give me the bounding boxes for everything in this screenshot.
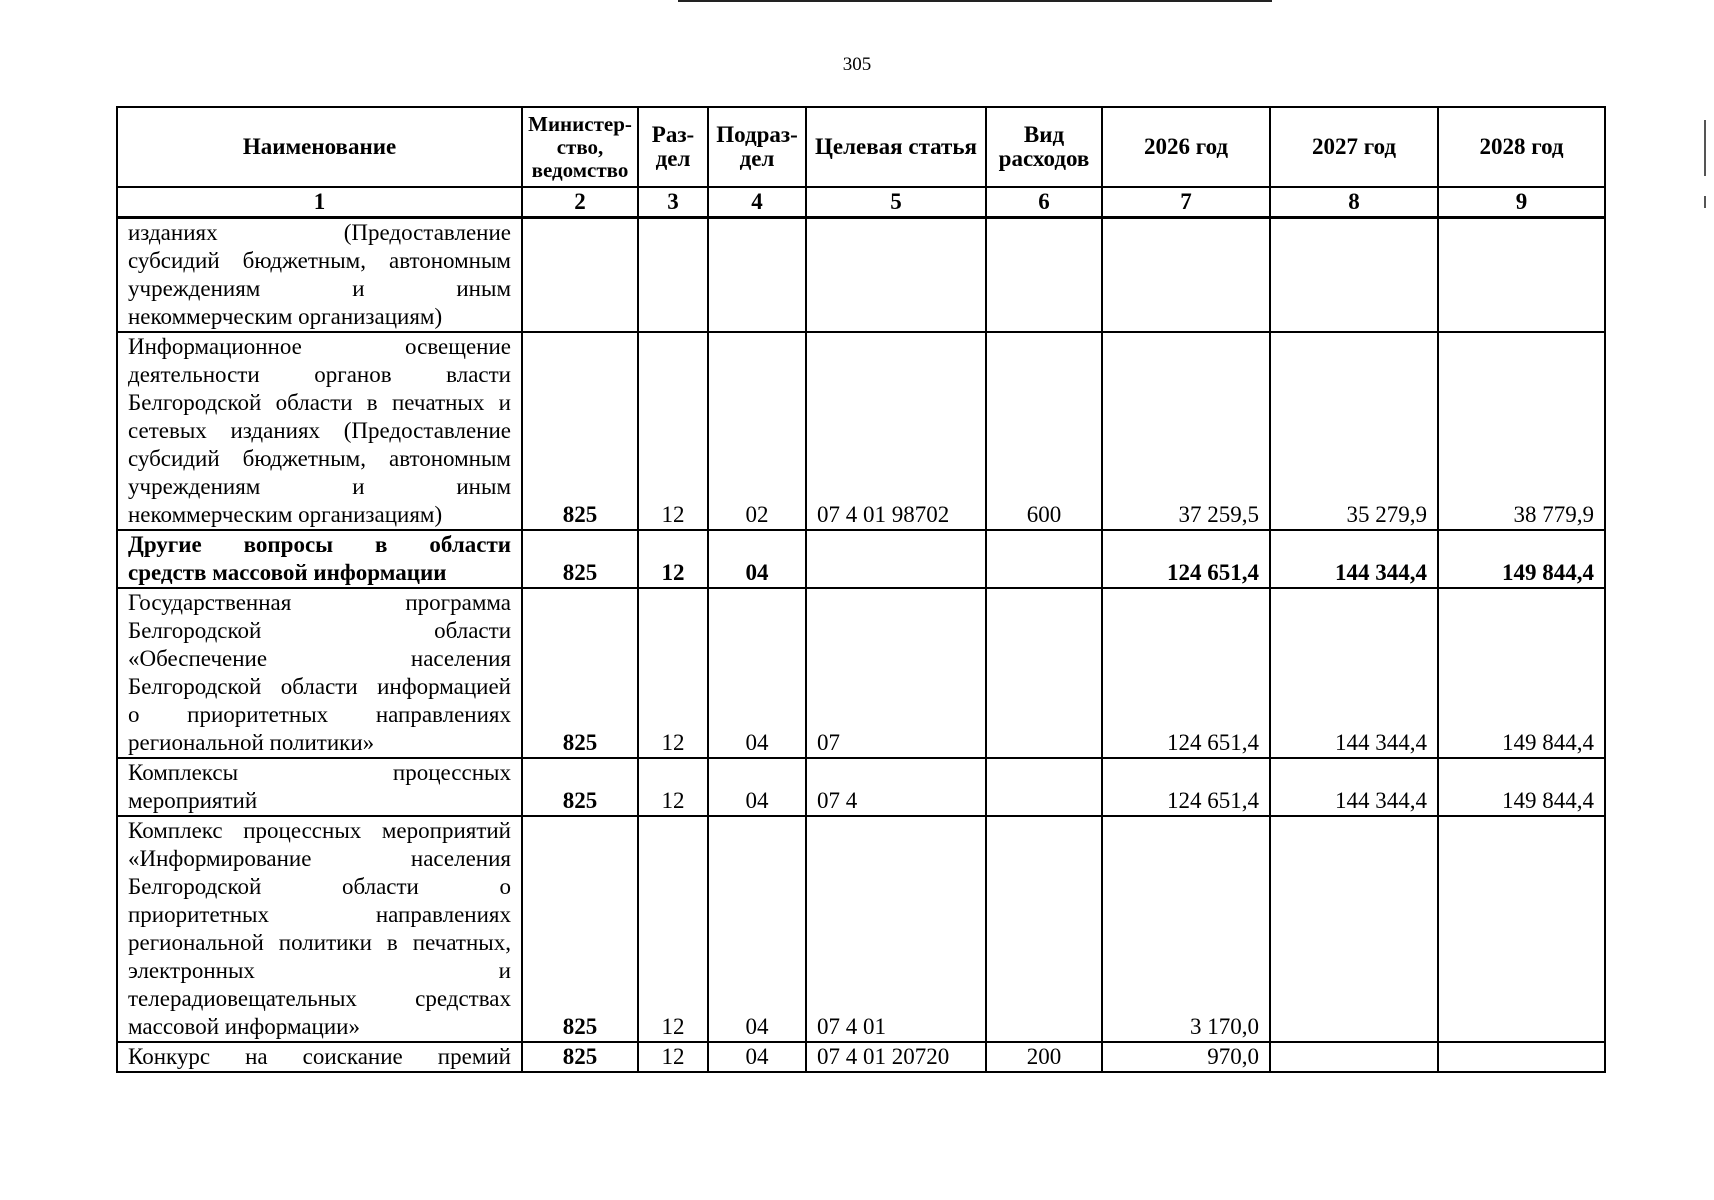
name-line: некоммерческим организациям) bbox=[128, 502, 443, 527]
expense-type-cell bbox=[986, 218, 1102, 333]
header-row bbox=[117, 107, 1605, 187]
name-line: учреждениям и иным bbox=[128, 474, 511, 499]
target-cell: 07 4 01 98702 bbox=[806, 332, 986, 530]
name-line: Белгородской области информацией bbox=[128, 674, 511, 699]
section-cell: 12 bbox=[638, 530, 708, 588]
header-ministry-text: Министер-ство, ведомство bbox=[528, 111, 632, 182]
row-name bbox=[117, 332, 522, 530]
name-line: о приоритетных направлениях bbox=[128, 702, 511, 727]
target-cell: 07 4 01 bbox=[806, 816, 986, 1042]
budget-table bbox=[116, 106, 1606, 1073]
ministry-cell: 825 bbox=[522, 816, 638, 1042]
target-cell bbox=[806, 530, 986, 588]
column-number: 9 bbox=[1438, 187, 1605, 218]
name-line: изданиях (Предоставление bbox=[128, 220, 511, 245]
table-row bbox=[117, 332, 1605, 530]
name-line: Информационное освещение bbox=[128, 334, 511, 359]
amount-2027: 35 279,9 bbox=[1270, 332, 1438, 530]
top-rule bbox=[678, 0, 1272, 2]
ministry-cell: 825 bbox=[522, 332, 638, 530]
subsection-cell: 02 bbox=[708, 332, 806, 530]
amount-2026: 124 651,4 bbox=[1102, 588, 1270, 758]
section-cell: 12 bbox=[638, 816, 708, 1042]
expense-type-cell bbox=[986, 816, 1102, 1042]
target-cell: 07 4 01 20720 bbox=[806, 1042, 986, 1072]
header-subsection: Подраз-дел bbox=[708, 107, 806, 187]
expense-type-cell bbox=[986, 588, 1102, 758]
subsection-cell bbox=[708, 218, 806, 333]
target-cell bbox=[806, 218, 986, 333]
header-target: Целевая статья bbox=[806, 107, 986, 187]
name-line: телерадиовещательных средствах bbox=[128, 986, 511, 1011]
amount-2028: 149 844,4 bbox=[1438, 588, 1605, 758]
name-line: субсидий бюджетным, автономным bbox=[128, 446, 511, 471]
amount-2027: 144 344,4 bbox=[1270, 588, 1438, 758]
row-name bbox=[117, 588, 522, 758]
header-name: Наименование bbox=[117, 107, 522, 187]
name-line: приоритетных направлениях bbox=[128, 902, 511, 927]
amount-2026: 3 170,0 bbox=[1102, 816, 1270, 1042]
column-number: 3 bbox=[638, 187, 708, 218]
amount-2027: 144 344,4 bbox=[1270, 530, 1438, 588]
amount-2028: 149 844,4 bbox=[1438, 530, 1605, 588]
subsection-cell: 04 bbox=[708, 816, 806, 1042]
name-line: учреждениям и иным bbox=[128, 276, 511, 301]
name-line: Комплекс процессных мероприятий bbox=[128, 818, 511, 843]
target-cell: 07 4 bbox=[806, 758, 986, 816]
row-name bbox=[117, 218, 522, 333]
column-number: 1 bbox=[117, 187, 522, 218]
subsection-cell: 04 bbox=[708, 530, 806, 588]
amount-2027 bbox=[1270, 218, 1438, 333]
amount-2026: 970,0 bbox=[1102, 1042, 1270, 1072]
amount-2026: 37 259,5 bbox=[1102, 332, 1270, 530]
name-line: «Информирование населения bbox=[128, 846, 511, 871]
ministry-cell: 825 bbox=[522, 588, 638, 758]
subsection-cell: 04 bbox=[708, 1042, 806, 1072]
name-line: мероприятий bbox=[128, 788, 258, 813]
name-line: Белгородской области bbox=[128, 618, 511, 643]
amount-2026: 124 651,4 bbox=[1102, 758, 1270, 816]
name-line: сетевых изданиях (Предоставление bbox=[128, 418, 511, 443]
header-2026: 2026 год bbox=[1102, 107, 1270, 187]
amount-2028: 149 844,4 bbox=[1438, 758, 1605, 816]
name-line: Конкурс на соискание премий bbox=[128, 1044, 511, 1069]
table-row bbox=[117, 218, 1605, 333]
page-number: 305 bbox=[842, 54, 872, 75]
row-name bbox=[117, 816, 522, 1042]
header-ministry bbox=[522, 107, 638, 187]
column-number-row bbox=[117, 187, 1605, 218]
subsection-cell: 04 bbox=[708, 588, 806, 758]
margin-mark bbox=[1704, 196, 1706, 208]
name-line: региональной политики в печатных, bbox=[128, 930, 511, 955]
name-line: деятельности органов власти bbox=[128, 362, 511, 387]
amount-2028 bbox=[1438, 218, 1605, 333]
amount-2027 bbox=[1270, 1042, 1438, 1072]
name-line: массовой информации» bbox=[128, 1014, 360, 1039]
table-row bbox=[117, 758, 1605, 816]
name-line: Государственная программа bbox=[128, 590, 511, 615]
header-2028: 2028 год bbox=[1438, 107, 1605, 187]
table-row bbox=[117, 530, 1605, 588]
amount-2028 bbox=[1438, 1042, 1605, 1072]
name-line: «Обеспечение населения bbox=[128, 646, 511, 671]
expense-type-cell: 200 bbox=[986, 1042, 1102, 1072]
header-2027: 2027 год bbox=[1270, 107, 1438, 187]
name-line: Белгородской области о bbox=[128, 874, 511, 899]
amount-2027: 144 344,4 bbox=[1270, 758, 1438, 816]
name-line: Белгородской области в печатных и bbox=[128, 390, 511, 415]
ministry-cell bbox=[522, 218, 638, 333]
header-section: Раз-дел bbox=[638, 107, 708, 187]
amount-2028 bbox=[1438, 816, 1605, 1042]
ministry-cell: 825 bbox=[522, 758, 638, 816]
name-line: электронных и bbox=[128, 958, 511, 983]
row-name bbox=[117, 1042, 522, 1072]
target-cell: 07 bbox=[806, 588, 986, 758]
name-line: средств массовой информации bbox=[128, 560, 447, 585]
table-row bbox=[117, 1042, 1605, 1072]
header-expense-type: Вид расходов bbox=[986, 107, 1102, 187]
table-row bbox=[117, 816, 1605, 1042]
column-number: 7 bbox=[1102, 187, 1270, 218]
section-cell: 12 bbox=[638, 758, 708, 816]
section-cell: 12 bbox=[638, 1042, 708, 1072]
name-line: субсидий бюджетным, автономным bbox=[128, 248, 511, 273]
ministry-cell: 825 bbox=[522, 530, 638, 588]
name-line: некоммерческим организациям) bbox=[128, 304, 443, 329]
name-line: региональной политики» bbox=[128, 730, 375, 755]
section-cell bbox=[638, 218, 708, 333]
expense-type-cell bbox=[986, 530, 1102, 588]
margin-mark bbox=[1704, 120, 1706, 176]
amount-2026 bbox=[1102, 218, 1270, 333]
expense-type-cell bbox=[986, 758, 1102, 816]
table-row bbox=[117, 588, 1605, 758]
name-line: Другие вопросы в области bbox=[128, 532, 511, 557]
row-name bbox=[117, 758, 522, 816]
expense-type-cell: 600 bbox=[986, 332, 1102, 530]
section-cell: 12 bbox=[638, 588, 708, 758]
column-number: 8 bbox=[1270, 187, 1438, 218]
amount-2027 bbox=[1270, 816, 1438, 1042]
column-number: 5 bbox=[806, 187, 986, 218]
amount-2028: 38 779,9 bbox=[1438, 332, 1605, 530]
row-name bbox=[117, 530, 522, 588]
ministry-cell: 825 bbox=[522, 1042, 638, 1072]
column-number: 4 bbox=[708, 187, 806, 218]
section-cell: 12 bbox=[638, 332, 708, 530]
column-number: 6 bbox=[986, 187, 1102, 218]
amount-2026: 124 651,4 bbox=[1102, 530, 1270, 588]
subsection-cell: 04 bbox=[708, 758, 806, 816]
column-number: 2 bbox=[522, 187, 638, 218]
name-line: Комплексы процессных bbox=[128, 760, 511, 785]
